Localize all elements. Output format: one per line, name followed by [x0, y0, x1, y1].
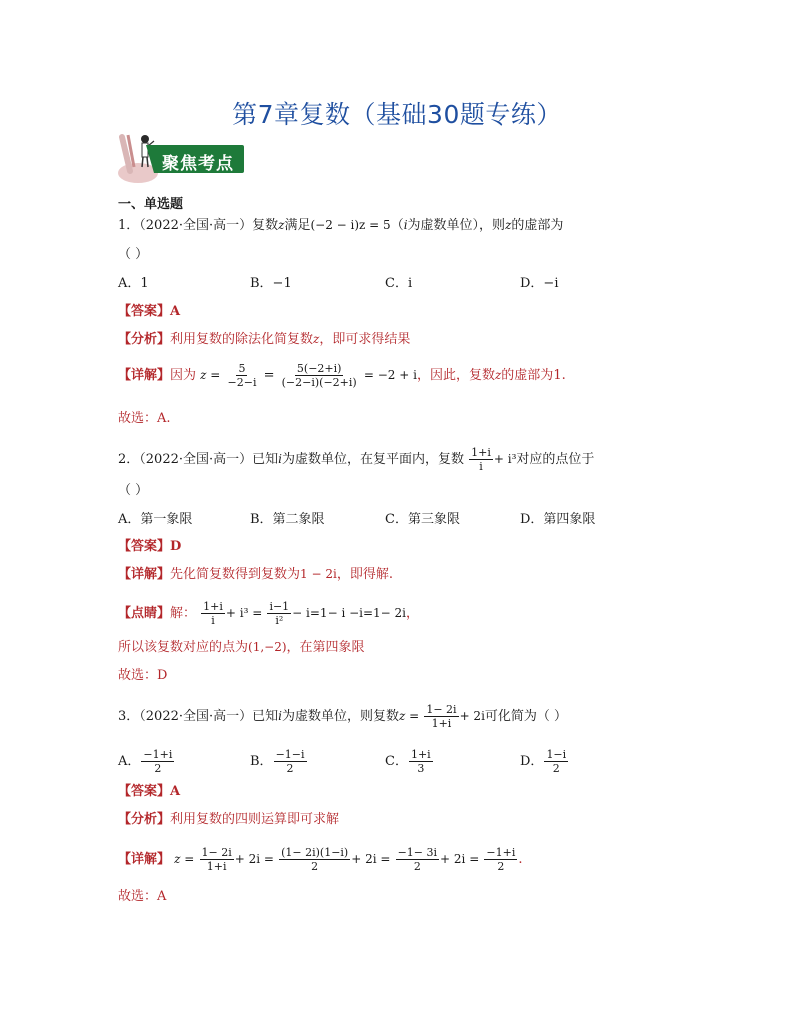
- q1-answer: 【答案】A: [118, 304, 181, 319]
- focus-banner: [116, 127, 246, 187]
- question-1-stem: 1．（2022·全国·高一）复数z满足(−2 − i)z = 5（i为虚数单位），则z的虚部为: [118, 218, 564, 233]
- q2-detail: 【详解】先化简复数得到复数为1 − 2i，即得解.: [118, 567, 393, 582]
- question-3-stem: 3．（2022·全国·高一）已知i为虚数单位，则复数z = $\frac{1- 2i}{1+i}$ + 2i可化简为（ ）: [118, 703, 568, 730]
- q3-choose: 故选：A: [118, 889, 167, 904]
- q3-option-a: A． $\frac{-1+i}{2}$: [118, 748, 173, 775]
- q1-choose: 故选：A.: [118, 411, 171, 426]
- question-2-stem: 2．（2022·全国·高一）已知i为虚数单位，在复平面内，复数 $\frac{1+i}{i}$ + i³对应的点位于: [118, 446, 595, 473]
- page-title: 第7章复数（基础30题专练）: [232, 100, 562, 129]
- q3-option-b: B． $\frac{-1-i}{2}$: [250, 748, 305, 775]
- q2-remark: 【点睛】解： $\frac{1+i}{i}$ + i³ = $\frac{i-1}{\text{i²}}$ − i=1− i −i=1− 2i，: [118, 600, 420, 627]
- question-2-paren: （ ）: [118, 483, 149, 498]
- q3-detail: 【详解】 z = $\frac{1- 2i}{1+i}$ + 2i = $\frac{(1- 2i)(1-i)}{2}$ + 2i = $\frac{-1- 3i}{2}$ + 2i = $\frac{-1+i}{2}$ .: [118, 846, 523, 873]
- q2-option-b: B．第二象限: [250, 512, 325, 527]
- q3-option-c: C． $\frac{1+i}{3}$: [385, 748, 431, 775]
- q1-option-a: A．1: [118, 276, 149, 291]
- q1-option-c: C．i: [385, 276, 413, 291]
- q2-answer: 【答案】D: [118, 539, 182, 554]
- q1-analysis: 【分析】利用复数的除法化简复数z，即可求得结果: [118, 332, 411, 347]
- q3-answer: 【答案】A: [118, 784, 181, 799]
- q2-conclusion: 所以该复数对应的点为(1,−2)，在第四象限: [118, 640, 365, 655]
- q3-option-d: D． $\frac{1-i}{2}$: [520, 748, 567, 775]
- q2-option-d: D．第四象限: [520, 512, 596, 527]
- q3-analysis: 【分析】利用复数的四则运算即可求解: [118, 812, 340, 827]
- q2-option-a: A．第一象限: [118, 512, 193, 527]
- section-heading: 一、单选题: [118, 197, 184, 212]
- q2-choose: 故选：D: [118, 668, 168, 683]
- q2-option-c: C．第三象限: [385, 512, 460, 527]
- focus-banner-text: 聚焦考点: [162, 154, 234, 174]
- q1-option-d: D．−i: [520, 276, 559, 291]
- q1-detail: 【详解】因为 z = $\frac{5}{-2-i}$ = $\frac{5(-2+i)}{(-2-i)(-2+i)}$ = −2 + i，因此，复数z的虚部为1.: [118, 362, 566, 389]
- q1-option-b: B．−1: [250, 276, 292, 291]
- question-1-paren: （ ）: [118, 247, 149, 262]
